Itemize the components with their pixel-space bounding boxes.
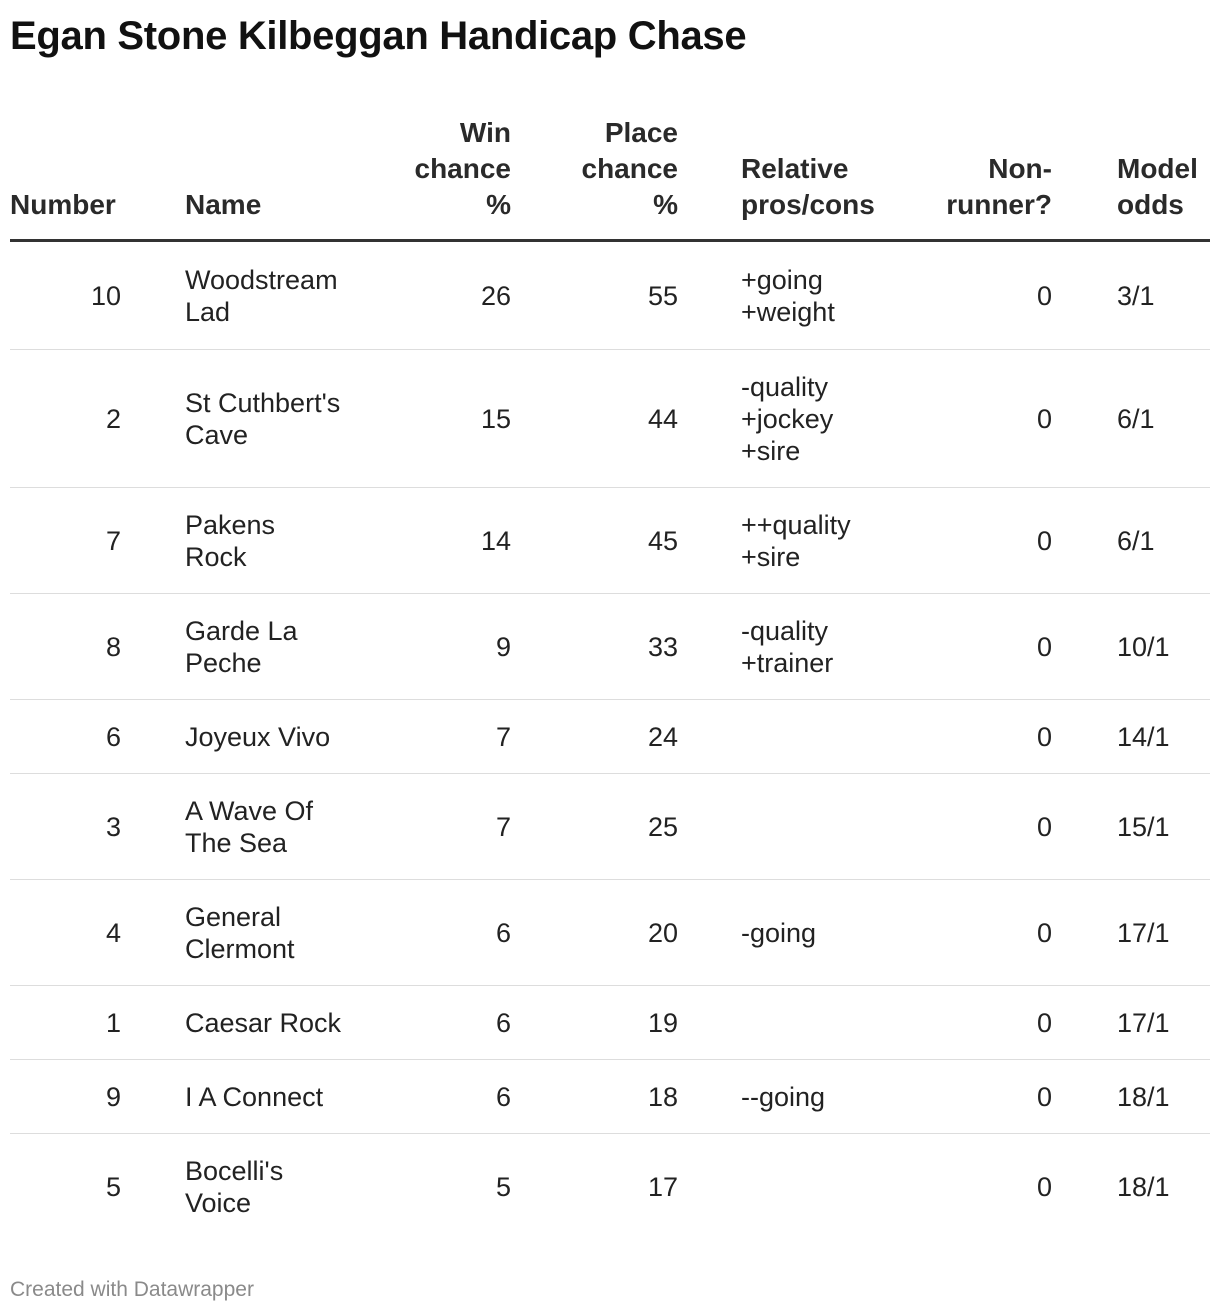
cell-win-chance: 9 bbox=[495, 631, 511, 662]
cell-model-odds: 17/1 bbox=[1117, 917, 1170, 948]
cell-model-odds: 18/1 bbox=[1117, 1081, 1170, 1112]
cell-place-chance: 45 bbox=[647, 525, 678, 556]
table-row bbox=[10, 242, 1210, 350]
cell-name: A Wave Of The Sea bbox=[185, 795, 314, 858]
page-title: Egan Stone Kilbeggan Handicap Chase bbox=[10, 14, 747, 58]
cell-pros-cons: -quality +jockey +sire bbox=[741, 371, 834, 466]
cell-model-odds: 6/1 bbox=[1117, 403, 1155, 434]
cell-place-chance: 25 bbox=[647, 811, 678, 842]
cell-number: 6 bbox=[105, 721, 121, 752]
cell-number: 10 bbox=[90, 280, 121, 311]
cell-number: 9 bbox=[105, 1081, 121, 1112]
cell-name: Joyeux Vivo bbox=[185, 721, 331, 752]
cell-non-runner: 0 bbox=[1036, 631, 1052, 662]
cell-number: 4 bbox=[105, 917, 121, 948]
cell-win-chance: 15 bbox=[480, 403, 511, 434]
cell-win-chance: 14 bbox=[480, 525, 511, 556]
cell-number: 1 bbox=[105, 1007, 121, 1038]
cell-place-chance: 44 bbox=[647, 403, 678, 434]
cell-model-odds: 3/1 bbox=[1117, 280, 1155, 311]
cell-pros-cons: ++quality +sire bbox=[741, 509, 851, 572]
table-row bbox=[10, 594, 1210, 700]
cell-name: Bocelli's Voice bbox=[185, 1156, 284, 1218]
cell-win-chance: 7 bbox=[495, 811, 511, 842]
cell-name: General Clermont bbox=[185, 901, 295, 964]
cell-place-chance: 55 bbox=[647, 280, 678, 311]
cell-pros-cons: +going +weight bbox=[741, 264, 835, 327]
header-win-chance[interactable]: Win chance % bbox=[414, 117, 511, 220]
cell-number: 2 bbox=[105, 403, 121, 434]
cell-non-runner: 0 bbox=[1036, 1172, 1052, 1202]
cell-place-chance: 33 bbox=[647, 631, 678, 662]
table-row bbox=[10, 774, 1210, 880]
cell-win-chance: 26 bbox=[480, 280, 511, 311]
table-row bbox=[10, 1060, 1210, 1134]
footer-credit[interactable]: Created with Datawrapper bbox=[10, 1278, 254, 1301]
cell-model-odds: 15/1 bbox=[1117, 811, 1170, 842]
table-row bbox=[10, 1134, 1210, 1240]
cell-place-chance: 19 bbox=[647, 1007, 678, 1038]
cell-win-chance: 6 bbox=[495, 917, 511, 948]
cell-number: 3 bbox=[105, 811, 121, 842]
cell-model-odds: 18/1 bbox=[1117, 1172, 1170, 1202]
cell-number: 5 bbox=[105, 1172, 121, 1202]
cell-model-odds: 6/1 bbox=[1117, 525, 1155, 556]
table-row bbox=[10, 880, 1210, 986]
cell-non-runner: 0 bbox=[1036, 525, 1052, 556]
cell-name: Woodstream Lad bbox=[185, 264, 338, 327]
cell-place-chance: 20 bbox=[647, 917, 678, 948]
cell-place-chance: 18 bbox=[647, 1081, 678, 1112]
table-row bbox=[10, 488, 1210, 594]
table-row bbox=[10, 700, 1210, 774]
cell-win-chance: 7 bbox=[495, 721, 511, 752]
cell-number: 8 bbox=[105, 631, 121, 662]
cell-name: Garde La Peche bbox=[185, 615, 298, 678]
header-pros-cons[interactable]: Relative pros/cons bbox=[741, 153, 875, 220]
cell-non-runner: 0 bbox=[1036, 1081, 1052, 1112]
cell-pros-cons: -quality +trainer bbox=[741, 615, 834, 678]
cell-win-chance: 5 bbox=[495, 1172, 511, 1202]
header-number[interactable]: Number bbox=[10, 189, 116, 220]
cell-non-runner: 0 bbox=[1036, 811, 1052, 842]
cell-non-runner: 0 bbox=[1036, 1007, 1052, 1038]
table-row bbox=[10, 986, 1210, 1060]
cell-number: 7 bbox=[105, 525, 121, 556]
cell-non-runner: 0 bbox=[1036, 280, 1052, 311]
cell-non-runner: 0 bbox=[1036, 721, 1052, 752]
header-place-chance[interactable]: Place chance % bbox=[581, 117, 678, 220]
cell-place-chance: 24 bbox=[647, 721, 678, 752]
cell-win-chance: 6 bbox=[495, 1007, 511, 1038]
header-name[interactable]: Name bbox=[185, 189, 262, 220]
cell-place-chance: 17 bbox=[647, 1172, 678, 1202]
cell-model-odds: 14/1 bbox=[1117, 721, 1170, 752]
table-header bbox=[10, 114, 1210, 242]
header-non-runner[interactable]: Non- runner? bbox=[946, 153, 1052, 220]
cell-name: St Cuthbert's Cave bbox=[185, 387, 341, 450]
cell-win-chance: 6 bbox=[495, 1081, 511, 1112]
cell-name: Caesar Rock bbox=[185, 1007, 342, 1038]
cell-pros-cons: --going bbox=[741, 1081, 826, 1112]
table-row bbox=[10, 350, 1210, 488]
cell-model-odds: 10/1 bbox=[1117, 631, 1170, 662]
cell-name: I A Connect bbox=[185, 1081, 324, 1112]
results-table bbox=[10, 114, 1210, 1240]
cell-non-runner: 0 bbox=[1036, 403, 1052, 434]
header-model-odds[interactable]: Model odds bbox=[1117, 153, 1198, 220]
cell-model-odds: 17/1 bbox=[1117, 1007, 1170, 1038]
cell-non-runner: 0 bbox=[1036, 917, 1052, 948]
cell-pros-cons: -going bbox=[741, 917, 817, 948]
cell-name: Pakens Rock bbox=[185, 509, 276, 572]
